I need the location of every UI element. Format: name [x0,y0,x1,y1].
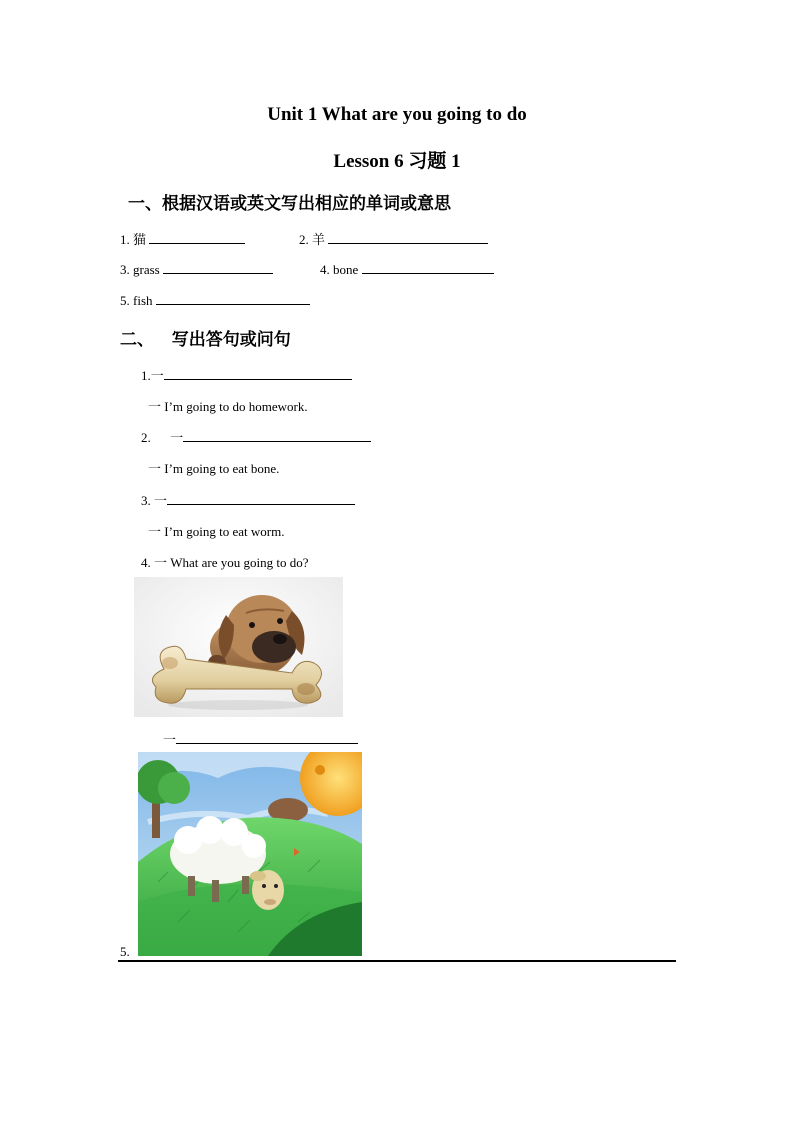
sheep-grazing-painting [138,752,362,956]
answer-blank[interactable] [362,260,494,274]
vocab-item-4 [320,260,494,278]
question-4: 4. 一 What are you going to do? [141,555,309,570]
page-title [0,104,794,126]
vocab-label: 4. bone [320,262,359,277]
vocab-label: 2. 羊 [299,232,326,247]
answer-blank[interactable] [328,230,488,244]
section2-heading: 二、 写出答句或问句 [120,330,291,350]
vocab-item-1 [120,229,245,248]
vocab-label: 3. grass [120,262,160,277]
vocab-label: 5. fish [120,293,153,308]
question-prefix: 2. 一 [141,430,184,445]
question-prefix: 3. 一 [141,493,168,508]
dog-with-bone-photo [134,577,343,717]
answer-blank[interactable] [149,230,245,244]
question-5 [120,944,130,960]
lesson-title [0,146,794,173]
vocab-item-2 [299,229,488,248]
question-prefix: 1.一 [141,368,164,383]
section1-heading: 一、根据汉语或英文写出相应的单词或意思 [128,194,451,214]
answer-blank[interactable] [176,730,358,744]
answer-blank[interactable] [183,428,371,442]
question-2 [141,427,371,446]
lesson-subtitle: Lesson 6 习题 1 [333,151,461,172]
answer-blank[interactable] [163,260,273,274]
question-3 [141,490,355,509]
answer-line-5[interactable] [118,960,676,962]
answer-blank[interactable] [167,491,355,505]
answer-3: 一 I’m going to eat worm. [148,524,285,539]
answer-blank[interactable] [156,291,310,305]
answer-blank[interactable] [164,366,352,380]
answer-prefix: 一 [163,732,177,747]
answer-1: 一 I’m going to do homework. [148,399,308,414]
vocab-item-3 [120,260,273,278]
unit-title: Unit 1 What are you going to do [267,104,527,125]
question-prefix: 5. [120,944,130,959]
vocab-item-5 [120,291,310,309]
answer-4 [163,729,358,748]
answer-2: 一 I’m going to eat bone. [148,461,280,476]
question-1 [141,365,352,384]
vocab-label: 1. 猫 [120,232,147,247]
